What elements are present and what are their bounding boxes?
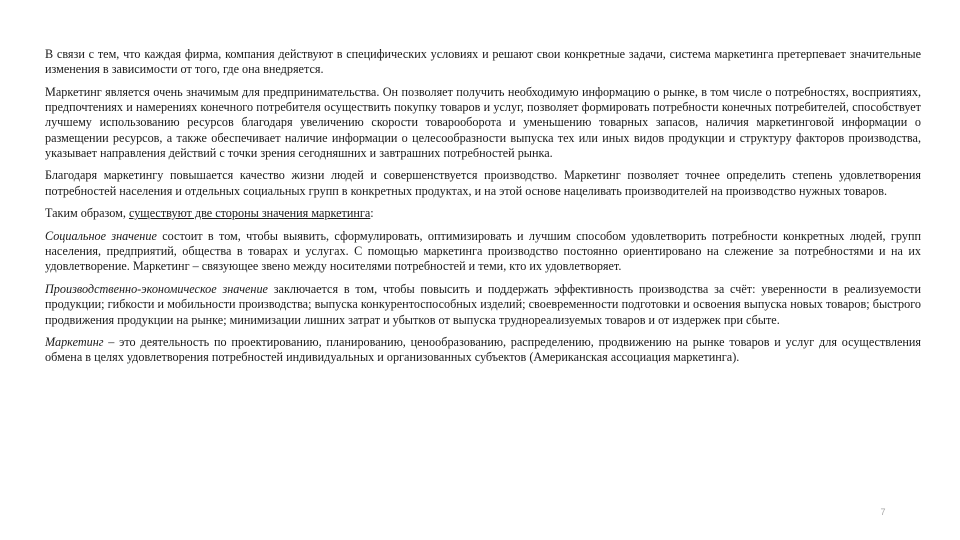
paragraph-social-meaning (45, 229, 921, 275)
paragraph-two-sides (45, 206, 921, 221)
paragraph-marketing-definition (45, 335, 921, 365)
slide-body-text (45, 47, 921, 373)
social-meaning-term: Социальное значение (45, 229, 157, 244)
two-sides-underlined: существуют две стороны значения маркетинга (128, 206, 371, 221)
paragraph-firm-conditions: В связи с тем, что каждая фирма, компания действуют в специфических условиях и решают свои конкретные задачи, система маркетинга претерпевает значительные изменения в зависимости от того, где она внедряется. (45, 47, 921, 77)
two-sides-suffix: : (370, 206, 374, 221)
page-number: 7 (880, 507, 886, 517)
paragraph-economic-meaning (45, 282, 921, 328)
two-sides-prefix: Таким образом, (45, 206, 129, 221)
marketing-definition-text: – это деятельность по проектированию, планированию, ценообразованию, распределению, продвижению на рынке товаров и услуг для осуществления обмена в целях удовлетворения потребностей индивидуальных и организованных субъектов (Американская ассоциация маркетинга). (45, 335, 921, 365)
economic-meaning-text: заключается в том, чтобы повысить и поддержать эффективность производства за счёт: уверенности в реализуемости продукции; гибкости и мобильности производства; выпуска конкурентоспособных изделий; своевременности подготовки и освоения выпуска новых товаров; быстрого продвижения продукции на рынке; минимизации лишних затрат и убытков от выпуска труднореализуемых товаров и от издержек при сбыте. (45, 282, 921, 327)
marketing-definition-term: Маркетинг (45, 335, 104, 350)
paragraph-marketing-significance: Маркетинг является очень значимым для предпринимательства. Он позволяет получить необходимую информацию о рынке, в том числе о потребностях, восприятиях, предпочтениях и намерениях конечного потребителя осуществить покупку товаров и услуг, позволяет формировать потребности конечных потребителей, способствует лучшему использованию ресурсов благодаря увеличению скорости товарооборота и уменьшению товарных запасов, наличия маркетинговой информации о размещении ресурсов, а также обеспечивает наличие информации о целесообразности выпуска тех или иных видов продукции и структуру факторов производства, указывает направления действий с точки зрения сегодняшних и завтрашних потребностей рынка. (45, 84, 921, 160)
social-meaning-text: состоит в том, чтобы выявить, сформулировать, оптимизировать и лучшим способом удовлетворить потребности конкретных людей, групп населения, предприятий, общества в товарах и услугах. С помощью маркетинга производство постоянно ориентировано на слежение за потребностями и на их удовлетворение. Маркетинг – связующее звено между носителями потребностей и теми, кто их удовлетворяет. (45, 229, 922, 274)
paragraph-quality-of-life: Благодаря маркетингу повышается качество жизни людей и совершенствуется производство. Маркетинг позволяет точнее определить степень удовлетворения потребностей населения и отдельных социальных групп в конкретных продуктах, и на этой основе нацеливать производителей на производство нужных товаров. (45, 168, 921, 198)
economic-meaning-term: Производственно-экономическое значение (45, 282, 268, 297)
